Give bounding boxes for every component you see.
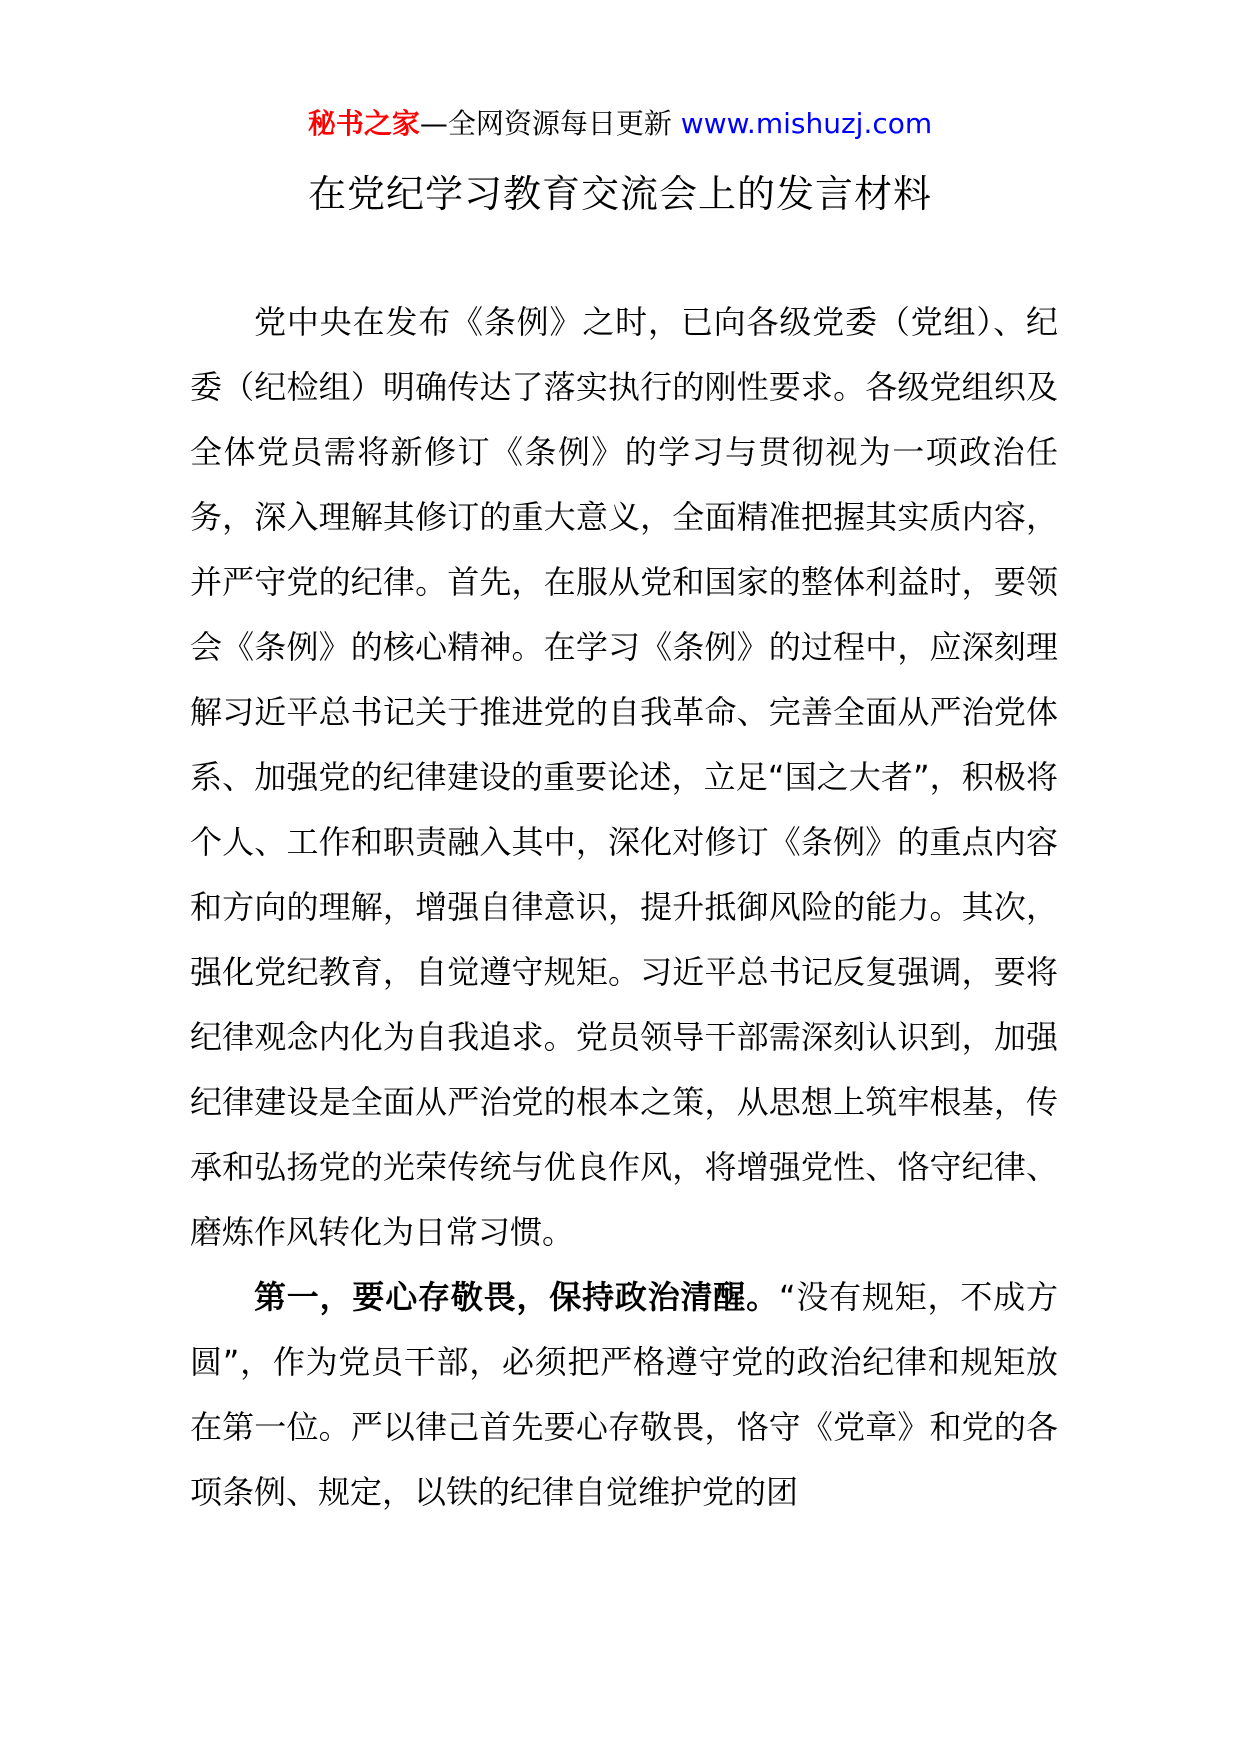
paragraph-2-lead: 第一，要心存敬畏，保持政治清醒。 xyxy=(254,1278,779,1316)
site-header xyxy=(0,104,1240,144)
paragraph-2-text: “没有规矩，不成方圆”，作为党员干部，必须把严格遵守党的政治纪律和规矩放在第一位。严以律己首先要心存敬畏，恪守《党章》和党的各项条例、规定，以铁的纪律自觉维护党的团 xyxy=(190,1278,1058,1511)
site-brand: 秘书之家 xyxy=(307,107,420,140)
site-tagline: —全网资源每日更新 xyxy=(419,107,672,140)
document-body xyxy=(190,290,1058,1525)
paragraph-2 xyxy=(190,1265,1058,1525)
paragraph-1: 党中央在发布《条例》之时，已向各级党委（党组）、纪委（纪检组）明确传达了落实执行的刚性要求。各级党组织及全体党员需将新修订《条例》的学习与贯彻视为一项政治任务，深入理解其修订的重大意义，全面精准把握其实质内容，并严守党的纪律。首先，在服从党和国家的整体利益时，要领会《条例》的核心精神。在学习《条例》的过程中，应深刻理解习近平总书记关于推进党的自我革命、完善全面从严治党体系、加强党的纪律建设的重要论述，立足“国之大者”，积极将个人、工作和职责融入其中，深化对修订《条例》的重点内容和方向的理解，增强自律意识，提升抵御风险的能力。其次，强化党纪教育，自觉遵守规矩。习近平总书记反复强调，要将纪律观念内化为自我追求。党员领导干部需深刻认识到，加强纪律建设是全面从严治党的根本之策，从思想上筑牢根基，传承和弘扬党的光荣传统与优良作风，将增强党性、恪守纪律、磨炼作风转化为日常习惯。 xyxy=(190,303,1058,1251)
document-title: 在党纪学习教育交流会上的发言材料 xyxy=(307,172,932,216)
site-url-link[interactable]: www.mishuzj.com xyxy=(680,107,933,140)
